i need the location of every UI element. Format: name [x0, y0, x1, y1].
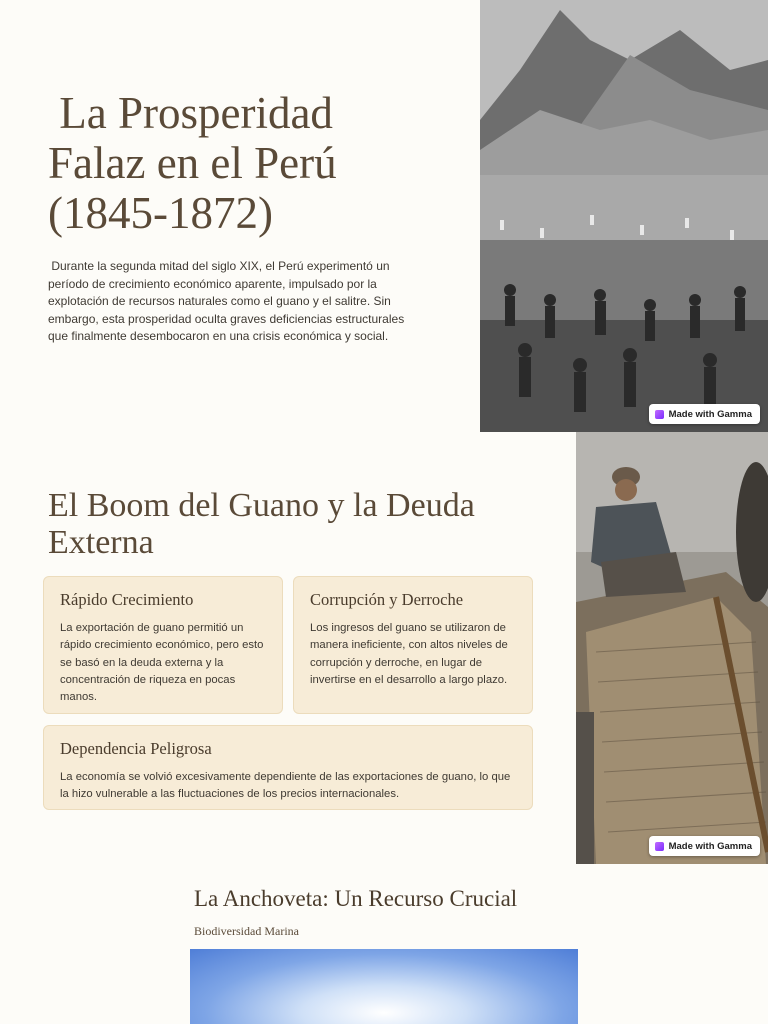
intro-paragraph: Durante la segunda mitad del siglo XIX, el Perú experimentó un período de crecimiento económico aparente, impulsado por la explotación de recursos naturales como el guano y el salitre. Sin embargo, esta prosperidad oculta graves deficiencias estructurales que finalmente desembocaron en una crisis económica y social.: [48, 259, 408, 343]
section-subtitle: Biodiversidad Marina: [194, 924, 299, 938]
slide-anchoveta: [0, 864, 768, 1024]
card-heading: Dependencia Peligrosa: [60, 739, 212, 758]
ocean-sky-image: [190, 949, 578, 1024]
workers-sieving-illustration: [576, 432, 768, 864]
card-text: Los ingresos del guano se utilizaron de manera ineficiente, con altos niveles de corrupción y derroche, en lugar de invertirse en el desarrollo a largo plazo.: [310, 622, 508, 686]
badge-label: Made with Gamma: [668, 840, 752, 852]
card-text: La exportación de guano permitió un rápido crecimiento económico, pero esto se basó en la deuda externa y la concentración de riqueza en pocas manos.: [60, 622, 264, 704]
engraving-illustration: [480, 0, 768, 432]
guano-workers-photo: [576, 432, 768, 864]
slide-title: La Prosperidad Falaz en el Perú (1845-1872): [48, 88, 337, 238]
card-text: La economía se volvió excesivamente dependiente de las exportaciones de guano, lo que la hizo vulnerable a las fluctuaciones de los precios internacionales.: [60, 771, 511, 801]
card-heading: Rápido Crecimiento: [60, 590, 194, 609]
made-with-gamma-badge[interactable]: [649, 836, 760, 856]
gamma-logo-icon: [655, 410, 664, 419]
card-rapid-growth: [43, 576, 283, 714]
section-title: La Anchoveta: Un Recurso Crucial: [194, 886, 518, 911]
historical-engraving-image: [480, 0, 768, 432]
slide-guano-boom: [0, 432, 768, 864]
badge-label: Made with Gamma: [668, 408, 752, 420]
slide-intro: [0, 0, 768, 432]
card-corruption: [293, 576, 533, 714]
gamma-logo-icon: [655, 842, 664, 851]
made-with-gamma-badge[interactable]: [649, 404, 760, 424]
card-heading: Corrupción y Derroche: [310, 590, 464, 609]
section-title: El Boom del Guano y la Deuda Externa: [48, 487, 475, 561]
card-dependency: [43, 725, 533, 810]
